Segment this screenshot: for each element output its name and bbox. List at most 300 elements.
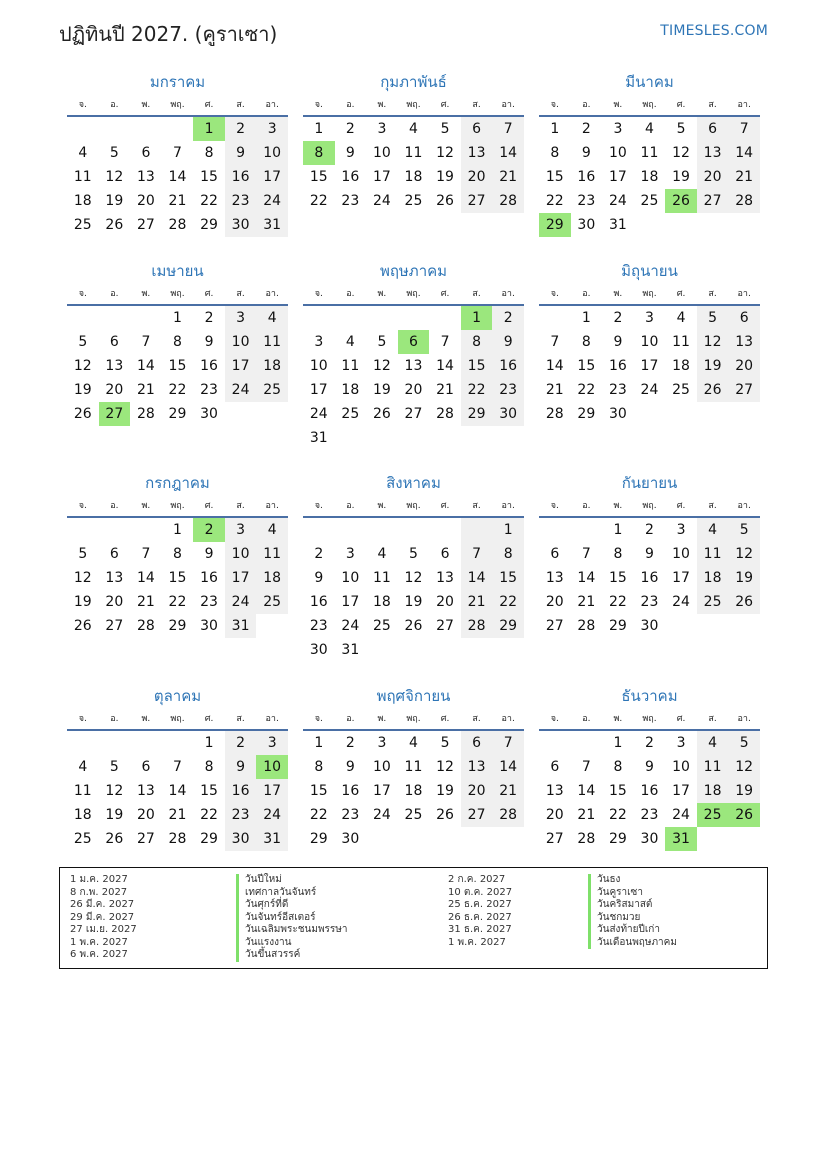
day-cell: 29	[608, 831, 627, 847]
day-cell: 28	[728, 189, 760, 213]
day-cell: 27	[105, 618, 124, 634]
weekday-label: อ.	[582, 501, 591, 511]
weekday-label: อา.	[265, 714, 279, 724]
day-cell: 14	[168, 783, 187, 799]
day-cell: 1	[173, 522, 182, 538]
weekday-label: อ.	[346, 289, 355, 299]
day-cell: 5	[78, 546, 88, 562]
day-cell: 22	[577, 382, 596, 398]
day-cell: 8	[204, 145, 214, 161]
day-cell: 5	[78, 334, 88, 350]
month-calendar	[303, 685, 524, 851]
day-cell: 6	[461, 731, 493, 755]
day-cell: 15	[461, 354, 493, 378]
month-name: เมษายน	[151, 262, 204, 280]
day-cell: 24	[372, 807, 391, 823]
day-cell: 16	[640, 570, 659, 586]
day-cell: 14	[492, 755, 524, 779]
day-cell: 14	[545, 358, 564, 374]
day-cell: 17	[341, 594, 360, 610]
month-calendar	[67, 260, 288, 426]
day-cell: 8	[461, 330, 493, 354]
weekday-label: พ.	[141, 714, 151, 724]
day-cell: 27	[136, 831, 155, 847]
weekday-label: อา.	[265, 289, 279, 299]
day-cell: 22	[309, 193, 328, 209]
day-cell: 12	[404, 570, 423, 586]
day-cell: 16	[225, 779, 257, 803]
day-cell: 4	[676, 310, 686, 326]
month-name: กรกฎาคม	[145, 474, 210, 492]
day-cell: 15	[545, 169, 564, 185]
day-cell: 4	[345, 334, 355, 350]
day-cell: 27	[545, 618, 564, 634]
day-cell: 13	[697, 141, 729, 165]
day-cell: 3	[225, 518, 257, 542]
day-cell: 13	[404, 358, 423, 374]
weekday-label: อ.	[110, 501, 119, 511]
day-cell: 7	[461, 542, 493, 566]
day-cell: 8	[613, 546, 623, 562]
day-cell: 26	[372, 406, 391, 422]
holiday-legend	[59, 867, 768, 969]
day-cell: 17	[372, 783, 391, 799]
day-cell: 27	[404, 406, 423, 422]
day-cell: 10	[372, 759, 391, 775]
day-cell: 31	[256, 827, 288, 851]
day-cell: 18	[73, 193, 92, 209]
weekday-label: พฤ.	[170, 501, 185, 511]
day-cell: 24	[225, 378, 257, 402]
day-cell: 24	[372, 193, 391, 209]
weekday-label: ส.	[708, 100, 717, 110]
day-cell: 20	[136, 193, 155, 209]
day-cell: 11	[372, 570, 391, 586]
day-cell: 14	[168, 169, 187, 185]
day-cell: 2	[581, 121, 591, 137]
day-cell: 26	[728, 590, 760, 614]
weekday-label: ศ.	[676, 100, 686, 110]
holiday-day-cell: 10	[256, 755, 288, 779]
day-cell: 4	[377, 546, 387, 562]
weekday-label: จ.	[550, 501, 559, 511]
weekday-label: จ.	[314, 100, 323, 110]
day-cell: 22	[608, 807, 627, 823]
weekday-label: พฤ.	[406, 714, 421, 724]
day-cell: 12	[728, 542, 760, 566]
empty-cell	[130, 518, 162, 542]
day-cell: 10	[608, 145, 627, 161]
day-cell: 24	[672, 594, 690, 610]
day-cell: 20	[136, 807, 155, 823]
day-cell: 25	[404, 807, 423, 823]
day-cell: 2	[225, 117, 257, 141]
day-cell: 10	[672, 546, 690, 562]
day-cell: 20	[105, 382, 124, 398]
day-cell: 24	[309, 406, 328, 422]
day-cell: 2	[645, 522, 654, 538]
weekday-label: พฤ.	[170, 289, 185, 299]
day-cell: 2	[645, 735, 654, 751]
day-cell: 25	[256, 590, 288, 614]
day-cell: 21	[492, 165, 524, 189]
weekday-label: พ.	[377, 501, 387, 511]
weekday-label: อา.	[265, 501, 279, 511]
day-cell: 9	[225, 755, 257, 779]
weekday-header	[539, 709, 760, 731]
empty-cell	[67, 306, 99, 330]
weekday-label: พ.	[141, 100, 151, 110]
day-cell: 18	[697, 566, 729, 590]
day-cell: 3	[314, 334, 324, 350]
day-cell: 6	[461, 117, 493, 141]
month-name: มกราคม	[149, 73, 206, 91]
day-cell: 25	[697, 590, 729, 614]
weekday-label: พ.	[377, 100, 387, 110]
day-cell: 4	[78, 145, 88, 161]
day-cell: 13	[728, 330, 760, 354]
legend-date: 8 ก.พ. 2027	[70, 886, 128, 898]
day-cell: 6	[550, 759, 560, 775]
day-cell: 18	[672, 358, 690, 374]
day-cell: 18	[73, 807, 92, 823]
weekday-label: พฤ.	[406, 501, 421, 511]
weekday-label: อ.	[110, 100, 119, 110]
day-cell: 1	[581, 310, 591, 326]
empty-cell	[571, 518, 603, 542]
day-cell: 7	[440, 334, 450, 350]
day-cell: 1	[613, 735, 623, 751]
day-cell: 8	[581, 334, 591, 350]
month-calendar	[539, 260, 760, 426]
weekday-label: พ.	[377, 714, 387, 724]
month-name: มิถุนายน	[621, 262, 678, 280]
day-cell: 4	[645, 121, 654, 137]
day-cell: 12	[436, 759, 454, 775]
weekday-header	[303, 709, 524, 731]
day-cell: 5	[728, 731, 760, 755]
weekday-label: พฤ.	[642, 714, 657, 724]
day-cell: 29	[461, 402, 493, 426]
weekday-label: พ.	[613, 289, 623, 299]
day-cell: 8	[173, 334, 182, 350]
day-cell: 21	[492, 779, 524, 803]
empty-cell	[130, 731, 162, 755]
day-cell: 29	[200, 217, 218, 233]
holiday-day-cell: 8	[303, 141, 335, 165]
empty-cell	[571, 731, 603, 755]
day-cell: 10	[341, 570, 360, 586]
weekday-label: อา.	[737, 714, 751, 724]
day-cell: 23	[608, 382, 627, 398]
empty-cell	[99, 117, 131, 141]
day-cell: 12	[73, 570, 92, 586]
day-cell: 10	[640, 334, 659, 350]
day-cell: 12	[372, 358, 391, 374]
empty-cell	[335, 518, 367, 542]
month-calendar	[303, 71, 524, 213]
day-grid	[539, 117, 760, 237]
day-cell: 24	[256, 189, 288, 213]
day-cell: 4	[409, 121, 418, 137]
day-cell: 19	[372, 382, 391, 398]
weekday-label: จ.	[78, 100, 87, 110]
day-cell: 18	[256, 566, 288, 590]
weekday-label: พ.	[613, 714, 623, 724]
day-cell: 31	[256, 213, 288, 237]
day-cell: 20	[461, 779, 493, 803]
day-cell: 21	[136, 594, 155, 610]
day-cell: 6	[728, 306, 760, 330]
weekday-label: พฤ.	[642, 501, 657, 511]
day-cell: 26	[73, 618, 92, 634]
day-cell: 3	[645, 310, 654, 326]
day-cell: 7	[173, 145, 182, 161]
day-cell: 11	[672, 334, 690, 350]
day-grid	[303, 731, 524, 851]
empty-cell	[130, 117, 162, 141]
empty-cell	[398, 306, 430, 330]
legend-date: 1 พ.ค. 2027	[70, 936, 128, 948]
day-cell: 20	[436, 594, 454, 610]
legend-holiday-name: วันคริสมาสต์	[588, 899, 677, 912]
day-cell: 19	[73, 594, 92, 610]
day-cell: 20	[728, 354, 760, 378]
day-cell: 16	[640, 783, 659, 799]
day-cell: 3	[256, 731, 288, 755]
weekday-label: ส.	[472, 289, 481, 299]
day-cell: 26	[697, 378, 729, 402]
day-cell: 1	[173, 310, 182, 326]
legend-holiday-name: วันจันทร์อีสเตอร์	[236, 912, 348, 925]
day-cell: 17	[672, 570, 690, 586]
weekday-label: พ.	[613, 100, 623, 110]
day-cell: 17	[256, 165, 288, 189]
day-cell: 9	[492, 330, 524, 354]
month-name: มีนาคม	[625, 73, 674, 91]
brand-logo-text[interactable]: TIMESLES.COM	[660, 23, 768, 39]
day-cell: 16	[492, 354, 524, 378]
holiday-day-cell: 31	[665, 827, 697, 851]
day-cell: 28	[168, 831, 187, 847]
weekday-label: จ.	[78, 714, 87, 724]
holiday-day-cell: 6	[398, 330, 430, 354]
day-cell: 5	[440, 121, 450, 137]
weekday-header	[303, 284, 524, 306]
day-grid	[539, 731, 760, 851]
empty-cell	[162, 731, 194, 755]
day-cell: 7	[141, 546, 151, 562]
day-cell: 18	[404, 169, 423, 185]
weekday-label: จ.	[550, 289, 559, 299]
empty-cell	[335, 306, 367, 330]
day-cell: 26	[436, 193, 454, 209]
day-cell: 18	[697, 779, 729, 803]
day-cell: 24	[341, 618, 360, 634]
day-cell: 30	[225, 213, 257, 237]
day-cell: 25	[73, 217, 92, 233]
month-name: สิงหาคม	[386, 474, 441, 492]
weekday-label: พฤ.	[406, 100, 421, 110]
legend-holiday-name: วันเฉลิมพระชนมพรรษา	[236, 924, 348, 937]
day-cell: 7	[141, 334, 151, 350]
legend-holiday-name: วันเดือนพฤษภาคม	[588, 937, 677, 950]
weekday-label: ส.	[708, 501, 717, 511]
day-cell: 28	[136, 406, 155, 422]
weekday-header	[539, 95, 760, 117]
day-cell: 18	[341, 382, 360, 398]
month-calendar	[539, 472, 760, 638]
day-cell: 26	[73, 406, 92, 422]
weekday-label: อา.	[501, 289, 515, 299]
empty-cell	[303, 518, 335, 542]
day-cell: 11	[256, 542, 288, 566]
weekday-header	[67, 284, 288, 306]
holiday-day-cell: 29	[539, 213, 571, 237]
day-cell: 14	[728, 141, 760, 165]
legend-date: 27 เม.ย. 2027	[70, 924, 137, 935]
day-cell: 17	[225, 354, 257, 378]
day-cell: 13	[136, 169, 155, 185]
day-grid	[67, 518, 288, 638]
day-cell: 16	[200, 358, 218, 374]
legend-date: 26 มี.ค. 2027	[70, 899, 135, 910]
day-cell: 21	[577, 594, 596, 610]
month-name: พฤศจิกายน	[376, 687, 451, 705]
weekday-label: ศ.	[204, 289, 214, 299]
day-cell: 15	[168, 570, 187, 586]
day-grid	[303, 117, 524, 213]
day-cell: 7	[173, 759, 182, 775]
day-cell: 1	[314, 121, 324, 137]
day-cell: 15	[309, 169, 328, 185]
legend-dates-left	[70, 874, 137, 962]
day-cell: 7	[581, 546, 591, 562]
day-cell: 16	[577, 169, 596, 185]
day-cell: 5	[409, 546, 418, 562]
legend-date: 31 ธ.ค. 2027	[448, 924, 512, 935]
day-cell: 5	[728, 518, 760, 542]
day-cell: 16	[608, 358, 627, 374]
day-cell: 19	[73, 382, 92, 398]
weekday-label: จ.	[314, 501, 323, 511]
empty-cell	[539, 306, 571, 330]
day-cell: 29	[309, 831, 328, 847]
legend-holiday-name: วันธง	[588, 874, 677, 887]
day-grid	[303, 518, 524, 662]
day-cell: 12	[728, 755, 760, 779]
day-cell: 9	[314, 570, 324, 586]
day-cell: 16	[341, 169, 360, 185]
day-cell: 11	[404, 759, 423, 775]
weekday-label: พฤ.	[170, 714, 185, 724]
day-cell: 7	[581, 759, 591, 775]
day-cell: 24	[225, 590, 257, 614]
day-cell: 20	[697, 165, 729, 189]
day-cell: 17	[640, 358, 659, 374]
day-cell: 16	[200, 570, 218, 586]
day-cell: 12	[436, 145, 454, 161]
day-grid	[539, 306, 760, 426]
day-cell: 3	[377, 121, 387, 137]
weekday-header	[539, 496, 760, 518]
legend-holiday-name: วันปีใหม่	[236, 874, 348, 887]
day-cell: 3	[345, 546, 355, 562]
day-cell: 7	[492, 731, 524, 755]
weekday-label: ศ.	[204, 714, 214, 724]
empty-cell	[429, 306, 461, 330]
day-grid	[303, 306, 524, 450]
weekday-header	[67, 496, 288, 518]
day-cell: 28	[492, 189, 524, 213]
day-cell: 17	[256, 779, 288, 803]
day-cell: 15	[200, 783, 218, 799]
day-cell: 23	[200, 382, 218, 398]
day-cell: 14	[577, 783, 596, 799]
day-cell: 25	[256, 378, 288, 402]
day-cell: 9	[225, 141, 257, 165]
weekday-header	[67, 95, 288, 117]
empty-cell	[398, 518, 430, 542]
day-cell: 7	[728, 117, 760, 141]
day-cell: 4	[697, 518, 729, 542]
day-cell: 22	[545, 193, 564, 209]
legend-holiday-name: วันขึ้นสวรรค์	[236, 949, 348, 962]
day-cell: 13	[136, 783, 155, 799]
day-cell: 11	[697, 542, 729, 566]
day-cell: 25	[672, 382, 690, 398]
day-cell: 10	[256, 141, 288, 165]
legend-date: 1 ม.ค. 2027	[70, 874, 128, 885]
day-cell: 3	[256, 117, 288, 141]
day-cell: 6	[109, 546, 119, 562]
day-cell: 28	[577, 618, 596, 634]
month-name: กุมภาพันธ์	[380, 73, 447, 91]
day-cell: 30	[577, 217, 596, 233]
day-cell: 13	[461, 755, 493, 779]
day-cell: 14	[461, 566, 493, 590]
empty-cell	[366, 518, 398, 542]
weekday-label: อา.	[737, 289, 751, 299]
day-cell: 5	[697, 306, 729, 330]
day-cell: 23	[492, 378, 524, 402]
day-cell: 6	[550, 546, 560, 562]
weekday-label: พ.	[613, 501, 623, 511]
legend-date: 10 ต.ค. 2027	[448, 886, 513, 898]
day-cell: 27	[461, 803, 493, 827]
day-cell: 4	[78, 759, 88, 775]
day-cell: 13	[545, 570, 564, 586]
day-cell: 18	[640, 169, 659, 185]
day-cell: 26	[105, 217, 124, 233]
day-cell: 13	[105, 570, 124, 586]
day-cell: 25	[372, 618, 391, 634]
weekday-label: จ.	[314, 714, 323, 724]
day-cell: 14	[577, 570, 596, 586]
day-cell: 16	[225, 165, 257, 189]
day-cell: 21	[436, 382, 454, 398]
weekday-label: พฤ.	[170, 100, 185, 110]
day-cell: 10	[225, 330, 257, 354]
day-cell: 22	[168, 594, 187, 610]
day-cell: 3	[676, 522, 686, 538]
day-cell: 2	[225, 731, 257, 755]
day-cell: 27	[461, 189, 493, 213]
day-cell: 21	[728, 165, 760, 189]
day-cell: 29	[168, 406, 187, 422]
day-cell: 2	[492, 306, 524, 330]
weekday-label: จ.	[78, 289, 87, 299]
